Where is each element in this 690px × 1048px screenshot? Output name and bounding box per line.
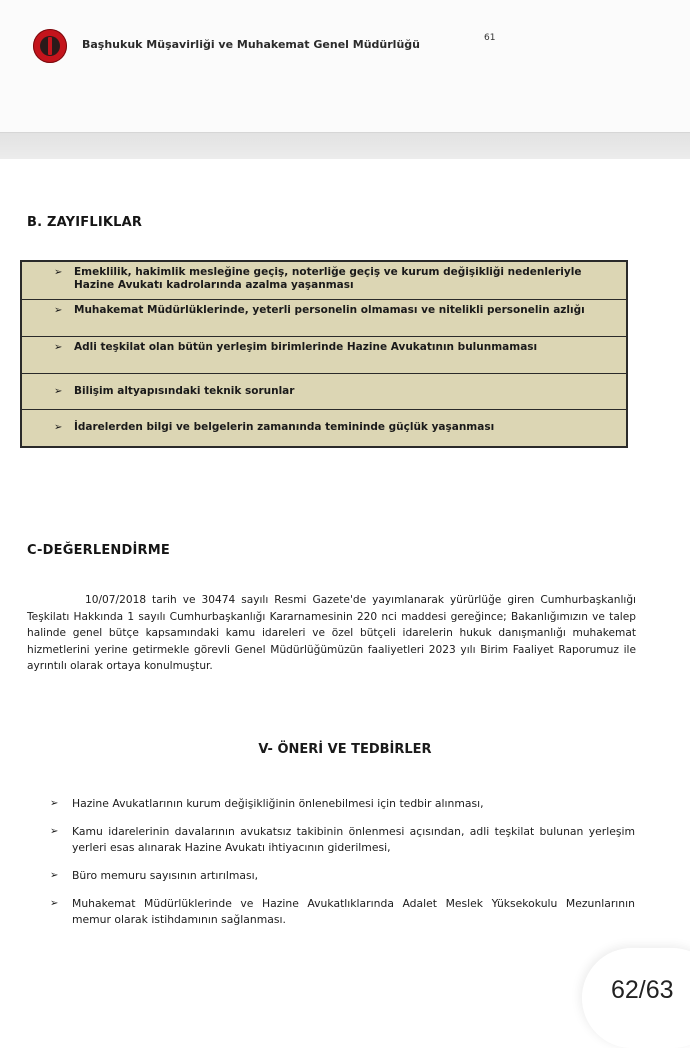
weakness-row [22,337,626,374]
page-header [0,0,690,132]
bullet-arrow-icon: ➢ [50,870,59,881]
page-separator [0,132,690,159]
weakness-text: İdarelerden bilgi ve belgelerin zamanında temininde güçlük yaşanması [74,421,495,433]
bullet-arrow-icon: ➢ [54,267,63,278]
recommendations-title: V- ÖNERİ VE TEDBİRLER [258,742,432,757]
bullet-arrow-icon: ➢ [50,798,59,809]
recommendation-text: Hazine Avukatlarının kurum değişikliğinin önlenebilmesi için tedbir alınması, [72,797,484,810]
weakness-text: Adli teşkilat olan bütün yerleşim birimlerinde Hazine Avukatının bulunmaması [74,341,538,353]
weakness-row [22,262,626,300]
recommendation-text: Muhakemat Müdürlüklerinde ve Hazine Avukatlıklarında Adalet Meslek Yüksekokulu Mezunlarının memur olarak istihdamının sağlanması. [72,897,635,926]
bullet-arrow-icon: ➢ [54,422,63,433]
weakness-row [22,410,626,446]
bullet-arrow-icon: ➢ [50,826,59,837]
org-name: Başhukuk Müşavirliği ve Muhakemat Genel Müdürlüğü [82,38,420,51]
recommendation-text: Büro memuru sayısının artırılması, [72,869,259,882]
weaknesses-table [20,260,628,448]
weakness-text: Bilişim altyapısındaki teknik sorunlar [74,385,295,397]
bullet-arrow-icon: ➢ [54,305,63,316]
ministry-seal-icon [33,29,67,63]
weakness-text: Emeklilik, hakimlik mesleğine geçiş, noterliğe geçiş ve kurum değişikliği nedenleriyle Hazine Avukatı kadrolarında azalma yaşanması [74,266,582,291]
bullet-arrow-icon: ➢ [54,342,63,353]
page-indicator: 62/63 [611,976,674,1004]
weakness-row [22,300,626,337]
page-number: 61 [484,33,496,43]
recommendations-list [50,796,635,940]
recommendation-text: Kamu idarelerinin davalarının avukatsız takibinin önlenmesi açısından, adli teşkilat bulunan yerleşim yerleri esas alınarak Hazine Avukatı ihtiyacının giderilmesi, [72,825,635,854]
bullet-arrow-icon: ➢ [54,386,63,397]
recommendation-item [50,896,635,928]
evaluation-paragraph: 10/07/2018 tarih ve 30474 sayılı Resmi Gazete'de yayımlanarak yürürlüğe giren Cumhurbaşkanlığı Teşkilatı Hakkında 1 sayılı Cumhurbaşkanlığı Kararnamesinin 220 nci maddesi gereğince; Bakanlığımızın ve talep halinde genel bütçe kapsamındaki kamu idareleri ve özel bütçeli idarelerin hukuk danışmanlığı muhakemat hizmetlerini yerine getirmekle görevli Genel Müdürlüğümüzün faaliyetleri 2023 yılı Birim Faaliyet Raporumuz ile ayrıntılı olarak ortaya konulmuştur. [27,594,636,672]
weaknesses-title: B. ZAYIFLIKLAR [27,215,143,230]
bullet-arrow-icon: ➢ [50,898,59,909]
weakness-text: Muhakemat Müdürlüklerinde, yeterli personelin olmaması ve nitelikli personelin azlığı [74,304,585,316]
recommendation-item [50,868,635,884]
recommendation-item [50,796,635,812]
weakness-row [22,374,626,410]
evaluation-title: C-DEĞERLENDİRME [27,543,170,558]
recommendation-item [50,824,635,856]
